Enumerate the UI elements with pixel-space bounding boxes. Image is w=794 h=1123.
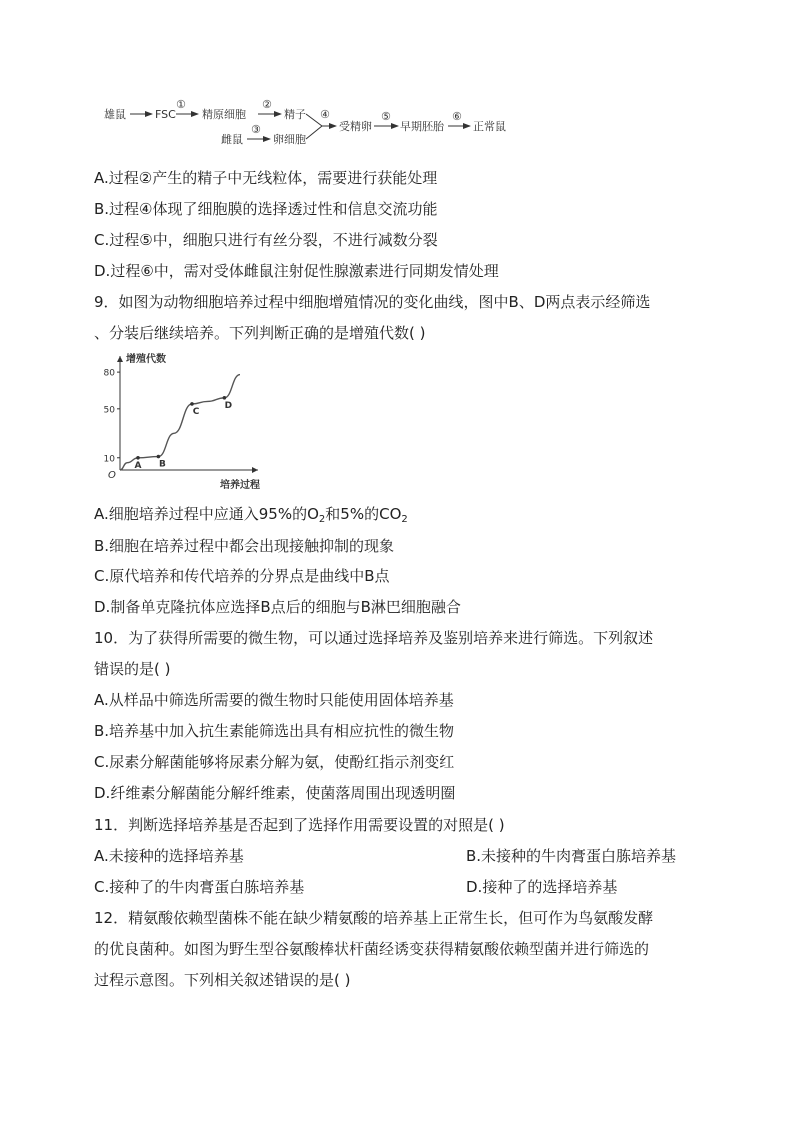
q10-option-c: C.尿素分解菌能够将尿素分解为氨，使酚红指示剂变红 [94, 753, 455, 771]
q9-option-a-text1: A.细胞培养过程中应通入95%的O [94, 505, 319, 523]
label-normal-mouse: 正常鼠 [473, 120, 506, 133]
y-tick-label: 80 [103, 368, 115, 379]
q11-options-row2 [94, 877, 704, 897]
point-a [136, 456, 140, 460]
q8-option-b: B.过程④体现了细胞膜的选择透过性和信息交流功能 [94, 200, 438, 218]
label-egg: 卵细胞 [273, 133, 306, 146]
mouse-flow-diagram [96, 92, 526, 150]
q9-stem-line2: 、分装后继续培养。下列判断正确的是增殖代数( ) [94, 324, 426, 342]
label-male-mouse: 雄鼠 [104, 108, 126, 121]
q8-option-a: A.过程②产生的精子中无线粒体，需要进行获能处理 [94, 169, 438, 187]
q12-stem-line3: 过程示意图。下列相关叙述错误的是( ) [94, 971, 351, 989]
label-zygote: 受精卵 [339, 120, 372, 133]
q9-option-d: D.制备单克隆抗体应选择B点后的细胞与B淋巴细胞融合 [94, 598, 461, 616]
y-tick-label: 50 [103, 405, 115, 416]
point-d [223, 396, 227, 400]
label-step-2: ② [262, 98, 272, 111]
label-female-mouse: 雌鼠 [221, 133, 243, 146]
growth-curve [120, 375, 240, 470]
q8-option-c: C.过程⑤中，细胞只进行有丝分裂，不进行减数分裂 [94, 231, 438, 249]
q10-stem-line1: 10．为了获得所需要的微生物，可以通过选择培养及鉴别培养来进行筛选。下列叙述 [94, 629, 654, 647]
y-axis-label: 增殖代数 [126, 354, 166, 365]
point-label-b: B [158, 459, 166, 470]
x-axis-arrowhead [252, 467, 258, 473]
x-axis-label: 培养过程 [220, 480, 260, 491]
q11-stem: 11．判断选择培养基是否起到了选择作用需要设置的对照是( ) [94, 816, 505, 834]
label-step-6: ⑥ [452, 110, 462, 123]
q12-stem-line1: 12．精氨酸依赖型菌株不能在缺少精氨酸的培养基上正常生长，但可作为鸟氨酸发酵 [94, 909, 654, 927]
q11-option-c: C.接种了的牛肉膏蛋白胨培养基 [94, 878, 305, 896]
label-step-4: ④ [320, 108, 330, 121]
q12-stem-line2: 的优良菌种。如图为野生型谷氨酸棒状杆菌经诱变获得精氨酸依赖型菌并进行筛选的 [94, 940, 650, 958]
q10-option-d: D.纤维素分解菌能分解纤维素，使菌落周围出现透明圈 [94, 784, 456, 802]
cell-growth-chart [98, 352, 278, 494]
merge-line-egg [306, 126, 322, 139]
q9-option-b: B.细胞在培养过程中都会出现接触抑制的现象 [94, 537, 395, 555]
label-step-5: ⑤ [381, 110, 391, 123]
q11-option-b: B.未接种的牛肉膏蛋白胨培养基 [466, 847, 677, 865]
q11-options-row1 [94, 846, 704, 866]
q9-option-a-sub1: 2 [318, 514, 326, 525]
q10-option-a: A.从样品中筛选所需要的微生物时只能使用固体培养基 [94, 691, 454, 709]
q9-option-a [94, 504, 704, 524]
q10-option-b: B.培养基中加入抗生素能筛选出具有相应抗性的微生物 [94, 722, 455, 740]
q9-option-c: C.原代培养和传代培养的分界点是曲线中B点 [94, 567, 390, 585]
label-spermatogonium: 精原细胞 [202, 108, 246, 121]
q10-stem-line2: 错误的是( ) [94, 660, 171, 678]
point-label-d: D [224, 400, 233, 411]
q11-option-a: A.未接种的选择培养基 [94, 847, 244, 865]
label-step-3: ③ [251, 123, 261, 136]
point-label-c: C [192, 406, 200, 417]
point-c [190, 402, 194, 406]
point-label-a: A [134, 460, 142, 471]
point-b [157, 455, 161, 459]
label-early-embryo: 早期胚胎 [400, 120, 444, 133]
label-sperm: 精子 [284, 108, 306, 121]
label-step-1: ① [176, 98, 186, 111]
q11-option-d: D.接种了的选择培养基 [466, 878, 618, 896]
q9-option-a-sub2: 2 [401, 514, 408, 525]
origin-label: O [108, 470, 116, 481]
q8-option-d: D.过程⑥中，需对受体雌鼠注射促性腺激素进行同期发情处理 [94, 262, 499, 280]
y-tick-label: 10 [103, 454, 115, 465]
y-axis-arrowhead [117, 356, 123, 362]
q9-option-a-text2: 和5%的CO [325, 505, 402, 523]
q9-stem-line1: 9．如图为动物细胞培养过程中细胞增殖情况的变化曲线，图中B、D两点表示经筛选 [94, 293, 651, 311]
label-fsc: FSC [155, 108, 176, 121]
